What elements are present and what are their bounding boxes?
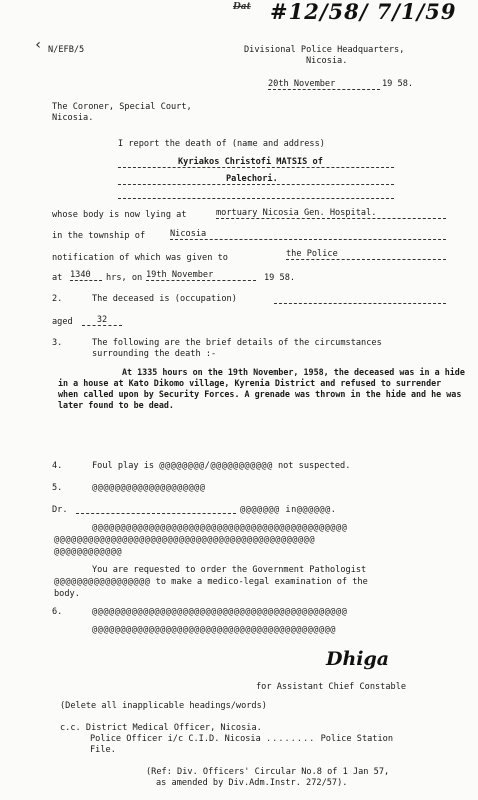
cc-cid: C.I.D. [188,734,220,744]
office-city: Nicosia. [306,56,348,66]
body-lying-label: whose body is now lying at [52,210,187,220]
handwritten-file-reference: #12/58/ 7/1/59 [270,0,457,24]
hrs-on-label: hrs, on [106,273,143,283]
aged-label: aged [52,317,73,327]
details-heading-line-1: The following are the brief details of the circumstances [92,338,382,348]
request-line-1: You are requested to order the Government Pathologist [92,565,367,575]
name-line-3 [118,198,394,199]
report-date: 20th November [268,80,380,90]
name-line-2 [118,184,394,185]
item-6-struck-1: @@@@@@@@@@@@@@@@@@@@@@@@@@@@@@@@@@@@@@@@@@@@@ [92,607,348,617]
deceased-village: Palechori. [226,174,278,184]
doctor-struck: @@@@@@@ in@@@@@@. [240,505,337,515]
request-struck: @@@@@@@@@@@@@@@@@ [54,577,151,587]
cc-station-dots: ........ [265,734,316,744]
struck-date-label: Dat [233,2,251,12]
reference-note-line-2: as amended by Div.Adm.Instr. 272/57). [156,778,348,788]
cc-prefix: c.c. [60,723,81,733]
notification-label: notification of which was given to [52,253,228,263]
addressee-line-2: Nicosia. [52,113,94,123]
signatory-title: for Assistant Chief Constable [256,682,407,692]
name-line-1 [118,167,394,168]
occupation-line [274,303,446,304]
item-5-number: 5. [52,483,63,493]
report-intro: I report the death of (name and address) [118,139,325,149]
item-5-struck: @@@@@@@@@@@@@@@@@@@@ [92,483,206,493]
item-6-struck-2: @@@@@@@@@@@@@@@@@@@@@@@@@@@@@@@@@@@@@@@@@@@ [92,625,336,635]
item-6-number: 6. [52,607,63,617]
request-line-3: body. [54,589,80,599]
office-name: Divisional Police Headquarters, [244,45,405,55]
foul-play-text: Foul play is [92,461,155,471]
corner-mark-icon: ‹ [34,37,43,53]
township-label: in the township of [52,231,146,241]
notification-time: 1340 [70,271,102,281]
cc-police-station: Police Station [320,734,393,744]
cc-station: Nicosia [224,734,261,744]
struck-block-line-3: @@@@@@@@@@@@ [54,547,123,557]
deceased-age: 32 [82,316,122,326]
at-label: at [52,273,63,283]
body-location: mortuary Nicosia Gen. Hospital. [216,209,446,219]
report-date-year: 19 58. [382,79,414,89]
deceased-name: Kyriakos Christofi MATSIS of [178,157,323,167]
struck-block-line-2: @@@@@@@@@@@@@@@@@@@@@@@@@@@@@@@@@@@@@@@@@@@@@@ [54,535,315,545]
request-text: to make a medico-legal examination of the [155,577,368,587]
item-2-number: 2. [52,294,63,304]
addressee-line-1: The Coroner, Special Court, [52,102,192,112]
foul-play-result: not suspected. [277,461,351,471]
occupation-label: The deceased is (occupation) [92,294,237,304]
reference-note-line-1: (Ref: Div. Officers' Circular No.8 of 1 Jan 57, [146,767,390,777]
delete-note: (Delete all inapplicable headings/words) [60,701,267,711]
doctor-label: Dr. [52,505,68,515]
township: Nicosia [170,230,446,240]
details-heading-line-2: surrounding the death :- [92,349,217,359]
request-line-2 [54,578,368,587]
cc-recipient-2: Police Officer i/c [90,734,184,744]
cc-recipient-1: District Medical Officer, Nicosia. [85,723,262,733]
foul-play-struck: @@@@@@@@/@@@@@@@@@@@ [159,461,273,471]
cc-line-2 [90,735,393,744]
signature: Dhiga [326,648,390,670]
item-4-number: 4. [52,461,63,471]
notified-party: the Police [286,250,446,260]
cc-file: File. [90,745,116,755]
circumstances-details: At 1335 hours on the 19th November, 1958, the deceased was in a hide in a house at Kato Dikomo village, Kyrenia District and refused to surrender when called upon by Security Forces. A grenade was thrown in the hide and he was later found to be dead. [58,367,465,410]
struck-block-line-1: @@@@@@@@@@@@@@@@@@@@@@@@@@@@@@@@@@@@@@@@@@@@@ [92,523,348,533]
reference-number: N/EFB/5 [48,45,85,55]
notification-year: 19 58. [264,273,296,283]
cc-line-1 [60,724,262,733]
item-3-number: 3. [52,338,63,348]
notification-date: 19th November [146,271,256,281]
foul-play-line [92,462,350,471]
doctor-line [76,513,236,514]
